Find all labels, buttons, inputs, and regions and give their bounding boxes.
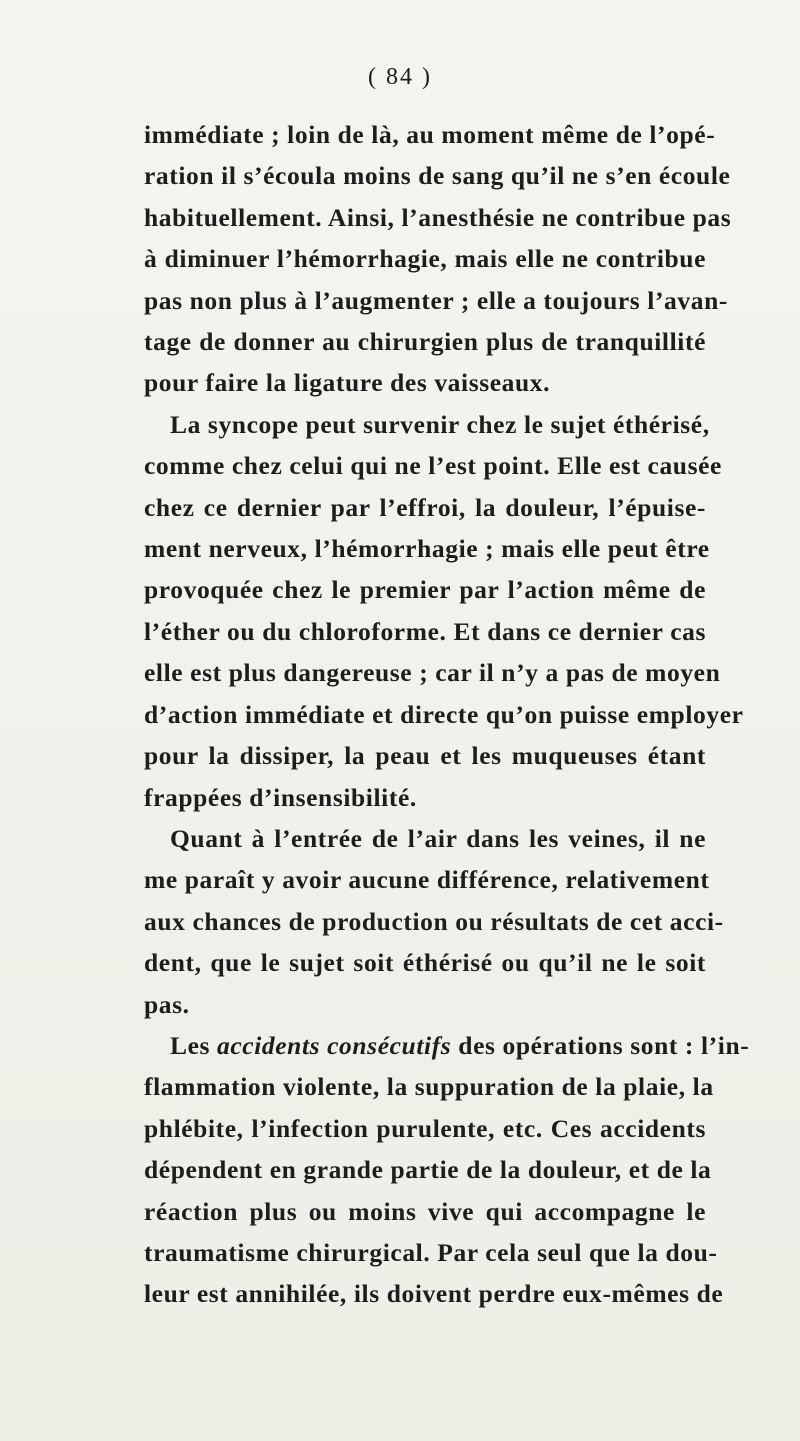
italic-phrase: accidents consécutifs <box>217 1030 452 1060</box>
text-line: flammation violente, la suppuration de la plaie, la <box>144 1072 714 1102</box>
text-line: La syncope peut survenir chez le sujet éthérisé, <box>170 409 710 439</box>
text-run: Les <box>170 1030 218 1060</box>
text-line: pas. <box>144 989 190 1019</box>
text-line: à diminuer l’hémorrhagie, mais elle ne contribue <box>144 244 706 274</box>
text-line: dépendent en grande partie de la douleur, et de la <box>144 1155 712 1185</box>
text-line: pour la dissiper, la peau et les muqueuses étant <box>144 741 706 771</box>
text-line: ment nerveux, l’hémorrhagie ; mais elle peut être <box>144 534 710 564</box>
text-line: pour faire la ligature des vaisseaux. <box>144 368 551 398</box>
text-line: me paraît y avoir aucune différence, relativement <box>144 865 710 895</box>
text-line: immédiate ; loin de là, au moment même de l’opé- <box>144 120 716 149</box>
text-line: provoquée chez le premier par l’action même de <box>144 575 706 605</box>
text-line: l’éther ou du chloroforme. Et dans ce dernier cas <box>144 616 706 646</box>
paragraph-3 <box>144 818 724 1025</box>
text-line: frappées d’insensibilité. <box>144 782 417 812</box>
text-line: habituellement. Ainsi, l’anesthésie ne contribue pas <box>144 202 732 232</box>
text-line: traumatisme chirurgical. Par cela seul que la dou- <box>144 1237 718 1267</box>
paragraph-2 <box>144 404 744 818</box>
text-line: leur est annihilée, ils doivent perdre eux-mêmes de <box>144 1279 724 1309</box>
text-line: Quant à l’entrée de l’air dans les veines, il ne <box>170 823 706 853</box>
page-number: ( 84 ) <box>368 64 432 90</box>
text-line: pas non plus à l’augmenter ; elle a toujours l’avan- <box>144 285 728 315</box>
text-run: des opérations sont : l’in- <box>451 1030 750 1060</box>
paragraph-1 <box>144 114 732 404</box>
text-line: phlébite, l’infection purulente, etc. Ces accidents <box>144 1113 706 1143</box>
text-line: aux chances de production ou résultats de cet acci- <box>144 906 724 936</box>
text-line: réaction plus ou moins vive qui accompagne le <box>144 1196 706 1226</box>
text-line: dent, que le sujet soit éthérisé ou qu’il ne le soit <box>144 948 706 978</box>
text-line: tage de donner au chirurgien plus de tranquillité <box>144 327 706 357</box>
text-line-with-italic <box>144 1025 750 1066</box>
body-text <box>144 114 750 1315</box>
text-line: comme chez celui qui ne l’est point. Elle est causée <box>144 451 722 481</box>
text-line: chez ce dernier par l’effroi, la douleur, l’épuise- <box>144 492 706 522</box>
text-line: elle est plus dangereuse ; car il n’y a pas de moyen <box>144 658 721 688</box>
paragraph-4 <box>144 1025 750 1315</box>
text-line: d’action immédiate et directe qu’on puisse employer <box>144 699 744 729</box>
text-line: ration il s’écoula moins de sang qu’il ne s’en écoule <box>144 161 731 191</box>
